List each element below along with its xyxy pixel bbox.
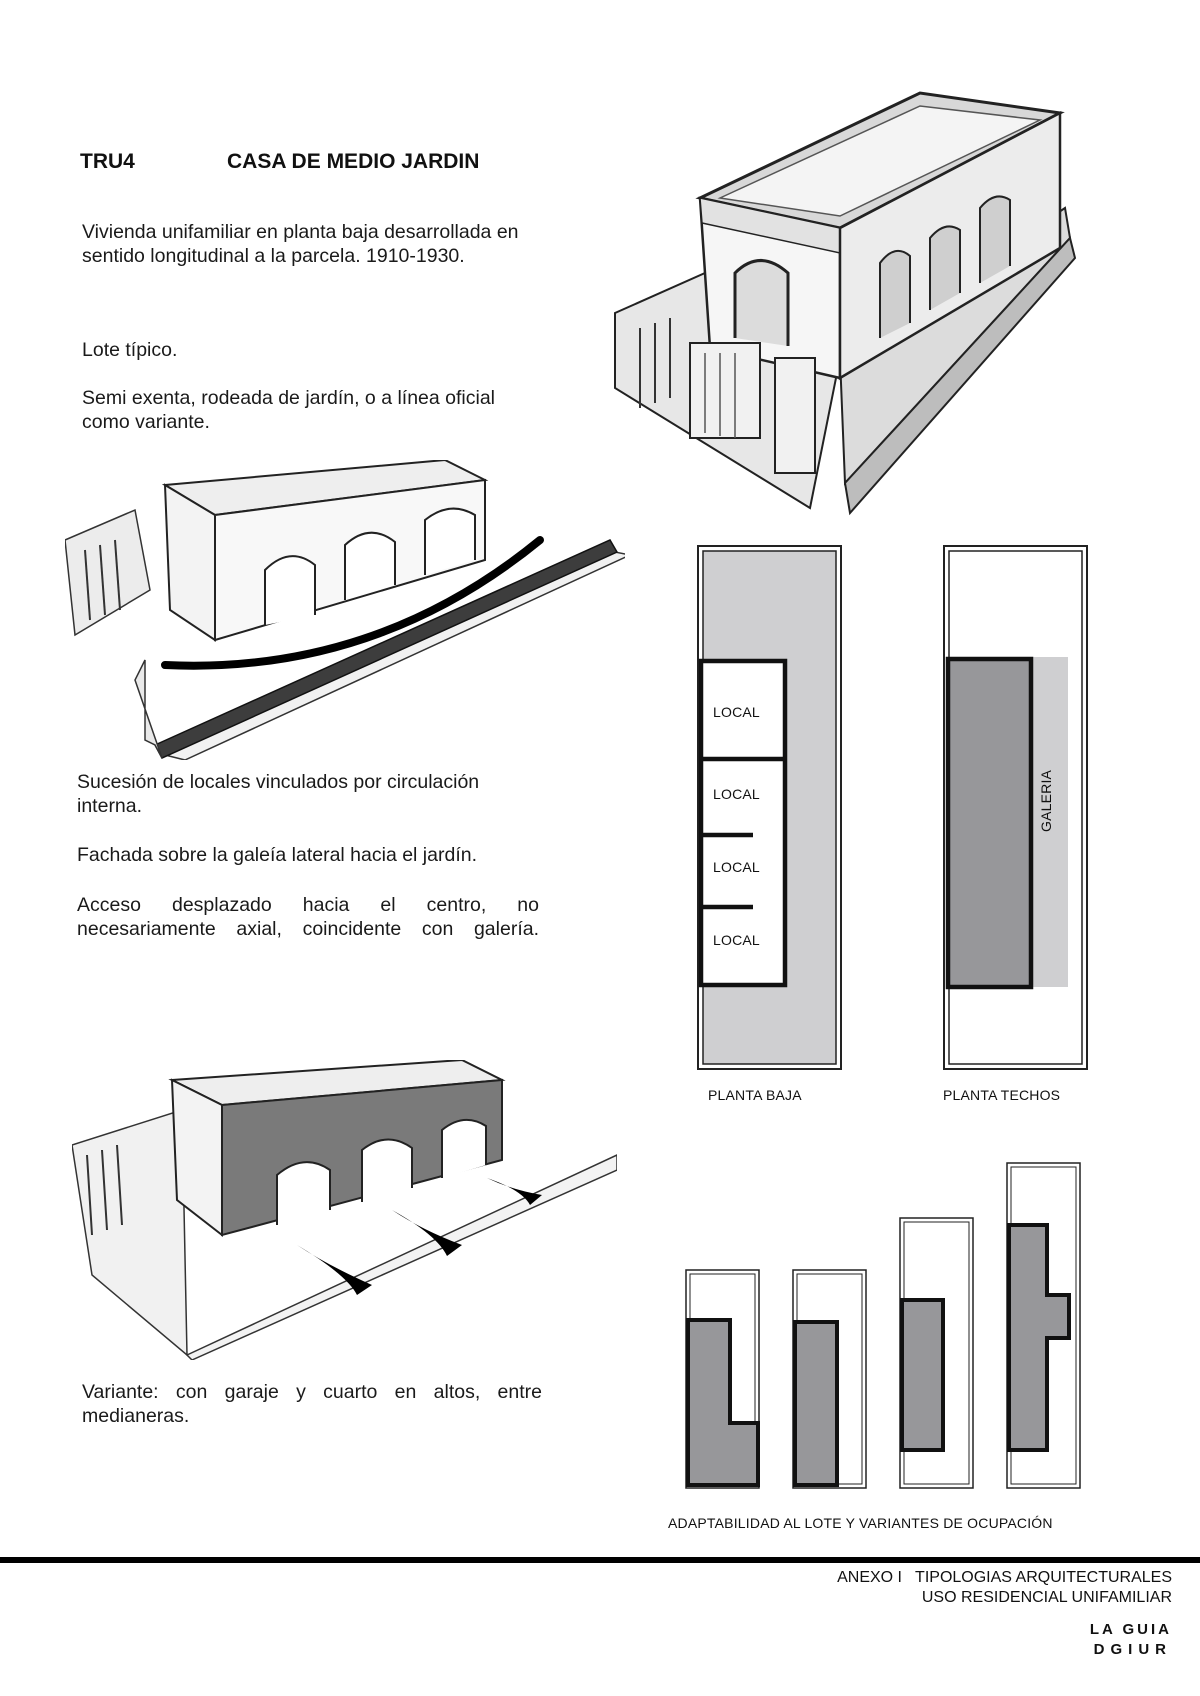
fachada-text: Fachada sobre la galeía lateral hacia el jardín. <box>77 844 477 866</box>
semi-exenta-text: Semi exenta, rodeada de jardín, o a línea oficial como variante. <box>82 387 496 433</box>
lot-variants-diagram <box>685 1160 1085 1490</box>
sucesion-text: Sucesión de locales vinculados por circulación interna. <box>77 771 480 817</box>
lot-variant-3 <box>900 1218 973 1488</box>
lot-variant-1 <box>686 1270 759 1488</box>
footer-line-2: USO RESIDENCIAL UNIFAMILIAR <box>921 1589 1172 1606</box>
house-circulation-illustration <box>65 460 625 760</box>
acceso-text: Acceso desplazado hacia el centro, no necesariamente axial, coincidente con galería. <box>77 894 539 940</box>
lote-text: Lote típico. <box>82 339 178 361</box>
planta-techos-plan <box>943 545 1088 1070</box>
planta-baja-caption: PLANTA BAJA <box>708 1087 802 1103</box>
lot-variant-2 <box>793 1270 866 1488</box>
local-label-2: LOCAL <box>713 786 760 802</box>
footer-section-title <box>837 1568 1172 1608</box>
local-label-1: LOCAL <box>713 704 760 720</box>
adaptabilidad-caption: ADAPTABILIDAD AL LOTE Y VARIANTES DE OCUPACIÓN <box>668 1515 1053 1531</box>
planta-techos-caption: PLANTA TECHOS <box>943 1087 1061 1103</box>
brand-line-1: LA GUIA <box>1089 1621 1172 1638</box>
local-label-3: LOCAL <box>713 859 760 875</box>
planta-baja-plan <box>697 545 842 1070</box>
house-axonometric-illustration <box>610 88 1080 518</box>
typology-code: TRU4 <box>80 150 135 173</box>
footer-rule <box>0 1557 1200 1563</box>
galeria-label: GALERIA <box>1038 769 1054 832</box>
intro-text: Vivienda unifamiliar en planta baja desarrollada en sentido longitudinal a la parcela. 1910-1930. <box>82 221 519 267</box>
brand-line-2: DGIUR <box>1093 1641 1172 1658</box>
variante-text: Variante: con garaje y cuarto en altos, entre medianeras. <box>82 1381 542 1427</box>
lot-variant-4 <box>1007 1163 1080 1488</box>
footer-line-1: ANEXO I TIPOLOGIAS ARQUITECTURALES <box>837 1569 1172 1586</box>
footer-brand <box>1090 1620 1172 1660</box>
house-access-illustration <box>72 1060 617 1360</box>
local-label-4: LOCAL <box>713 932 760 948</box>
page-title: CASA DE MEDIO JARDIN <box>227 150 480 173</box>
